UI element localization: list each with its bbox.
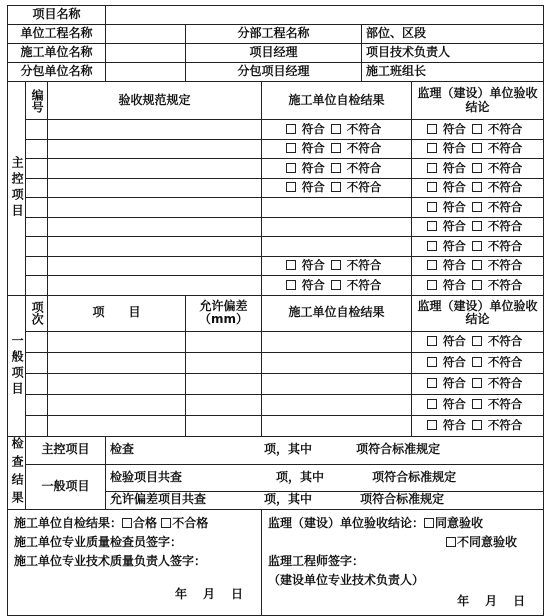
col-self: 施工单位自检结果 [262,82,412,120]
self-grid [262,198,412,218]
super-pass: 符合 [427,239,466,253]
project-name-value[interactable] [106,6,544,25]
checkbox[interactable] [286,143,296,153]
contractor-footer: 施工单位自检结果： 合格 不合格 施工单位专业质量检查员签字： 施工单位专业技术质量负责人签字： 年 月 日 [8,509,262,615]
super-pass: 符合 [427,161,466,175]
super-check [412,352,544,373]
spec-cell[interactable] [48,256,262,276]
super-pass: 符合 [427,355,466,369]
checkbox[interactable] [472,182,482,192]
super-fail: 不符合 [472,239,523,253]
super-check [412,394,544,415]
checkbox[interactable] [427,260,437,270]
checkbox[interactable] [472,202,482,212]
main-row [8,159,544,179]
self-grid [262,373,412,394]
col-no: 编号 [26,82,48,120]
super-pass: 符合 [427,219,466,233]
checkbox[interactable] [331,182,341,192]
main-row [8,198,544,218]
engineer-note: （建设单位专业技术负责人） [268,572,425,587]
item-cell[interactable] [48,331,186,352]
general-section-label: 一般项目 [8,295,26,436]
self-fail: 不符合 [331,278,382,292]
result-label: 检查结果 [8,436,26,509]
checkbox[interactable] [427,124,437,134]
spec-cell[interactable] [48,237,262,257]
checkbox[interactable] [472,221,482,231]
spec-cell[interactable] [48,139,262,159]
col-super: 监理（建设）单位验收结论 [412,82,544,120]
self-check [262,256,412,276]
super-pass: 符合 [427,258,466,272]
checkbox[interactable] [427,399,437,409]
engineer-sign[interactable]: 监理工程师签字： [268,553,365,568]
checkbox[interactable] [427,280,437,290]
contractor-label: 施工单位名称 [8,44,106,63]
result-general-label: 一般项目 [26,464,106,509]
inspection-table [7,5,544,616]
checkbox[interactable] [286,260,296,270]
self-check [262,178,412,198]
spec-cell[interactable] [48,159,262,179]
super-fail: 不符合 [472,180,523,194]
main-row [8,217,544,237]
checkbox[interactable] [427,182,437,192]
spec-cell[interactable] [48,178,262,198]
col-super: 监理（建设）单位验收结论 [412,295,544,331]
super-fail: 不符合 [472,397,523,411]
super-check [412,415,544,436]
super-fail: 不符合 [472,122,523,136]
item-no[interactable] [26,373,48,394]
self-grid [262,394,412,415]
super-check [412,373,544,394]
general-row [8,352,544,373]
self-pass: 符合 [286,258,325,272]
self-pass: 符合 [286,180,325,194]
row-no[interactable] [26,120,48,140]
item-cell[interactable] [48,352,186,373]
item-no[interactable] [26,394,48,415]
sub-project-label: 分部工程名称 [186,25,362,44]
super-fail: 不符合 [472,376,523,390]
checkbox[interactable] [331,260,341,270]
row-no[interactable] [26,256,48,276]
self-fail: 不符合 [331,122,382,136]
checkbox[interactable] [427,163,437,173]
checkbox[interactable] [472,336,482,346]
spec-cell[interactable] [48,120,262,140]
subcontractor-value[interactable] [106,63,186,82]
result-general-text-2: 允许偏差项目共查 项，其中 项符合标准规定 [106,491,544,509]
general-row [8,331,544,352]
super-fail: 不符合 [472,418,523,432]
self-pass: 符合 [286,141,325,155]
item-no[interactable] [26,415,48,436]
super-check [412,331,544,352]
super-fail: 不符合 [472,258,523,272]
super-check [412,198,544,218]
checkbox[interactable] [286,182,296,192]
sub-manager-label: 分包项目经理 [186,63,362,82]
tech-lead-label: 项目技术负责人 [362,44,544,63]
super-check [412,276,544,296]
result-main-text: 检查 项，其中 项符合标准规定 [106,436,544,464]
tech-sign[interactable]: 施工单位专业技术质量负责人签字： [14,553,207,568]
item-no[interactable] [26,352,48,373]
self-grid [262,331,412,352]
main-row [8,276,544,296]
super-pass: 符合 [427,278,466,292]
col-deviation: 允许偏差（mm） [186,295,262,331]
result-main-label: 主控项目 [26,436,106,464]
subcontractor-label: 分包单位名称 [8,63,106,82]
row-no[interactable] [26,139,48,159]
item-cell[interactable] [48,415,186,436]
spec-cell[interactable] [48,217,262,237]
project-manager-label: 项目经理 [186,44,362,63]
checkbox[interactable] [331,124,341,134]
super-fail: 不符合 [472,141,523,155]
deviation-cell[interactable] [186,331,262,352]
row-no[interactable] [26,198,48,218]
super-pass: 符合 [427,397,466,411]
super-check [412,237,544,257]
checkbox[interactable] [427,202,437,212]
col-item: 项 目 [48,295,186,331]
checkbox[interactable] [472,143,482,153]
col-item-no: 项次 [26,295,48,331]
row-no[interactable] [26,217,48,237]
col-self: 施工单位自检结果 [262,295,412,331]
main-row [8,139,544,159]
checkbox[interactable] [472,420,482,430]
main-row [8,237,544,257]
self-check [262,120,412,140]
general-row [8,373,544,394]
inspector-sign[interactable]: 施工单位专业质量检查员签字： [14,534,183,549]
deviation-cell[interactable] [186,394,262,415]
self-check [262,139,412,159]
result-general-text-1: 检验项目共查 项，其中 项符合标准规定 [106,464,544,491]
checkbox[interactable] [472,241,482,251]
checkbox[interactable] [286,124,296,134]
spec-cell[interactable] [48,198,262,218]
super-fail: 不符合 [472,200,523,214]
super-fail: 不符合 [472,355,523,369]
checkbox[interactable] [161,518,171,528]
self-check [262,159,412,179]
checkbox[interactable] [472,124,482,134]
date-right: 年 月 日 [457,593,528,608]
general-row [8,394,544,415]
super-pass: 符合 [427,180,466,194]
main-row [8,178,544,198]
super-fail: 不符合 [472,278,523,292]
project-name-label: 项目名称 [8,6,106,25]
self-fail: 不符合 [331,161,382,175]
deviation-cell[interactable] [186,373,262,394]
deviation-cell[interactable] [186,352,262,373]
checkbox[interactable] [427,378,437,388]
checkbox[interactable] [446,537,456,547]
item-no[interactable] [26,331,48,352]
checkbox[interactable] [427,420,437,430]
team-leader-label: 施工班组长 [362,63,544,82]
deviation-cell[interactable] [186,415,262,436]
row-no[interactable] [26,159,48,179]
checkbox[interactable] [472,280,482,290]
checkbox[interactable] [286,163,296,173]
self-pass: 符合 [286,278,325,292]
checkbox[interactable] [331,163,341,173]
super-pass: 符合 [427,334,466,348]
super-check [412,120,544,140]
self-grid [262,415,412,436]
super-fail: 不符合 [472,161,523,175]
super-pass: 符合 [427,376,466,390]
contractor-value[interactable] [106,44,186,63]
self-check [262,276,412,296]
checkbox[interactable] [472,260,482,270]
super-check [412,217,544,237]
checkbox[interactable] [472,378,482,388]
col-spec: 验收规范规定 [48,82,262,120]
location-label: 部位、区段 [362,25,544,44]
checkbox[interactable] [122,518,132,528]
self-fail: 不符合 [331,180,382,194]
spec-cell[interactable] [48,276,262,296]
checkbox[interactable] [427,143,437,153]
checkbox[interactable] [427,357,437,367]
checkbox[interactable] [472,399,482,409]
item-cell[interactable] [48,394,186,415]
super-check [412,139,544,159]
unit-project-value[interactable] [106,25,186,44]
date-left: 年 月 日 [175,586,246,601]
super-pass: 符合 [427,141,466,155]
self-pass: 符合 [286,161,325,175]
checkbox[interactable] [472,163,482,173]
checkbox[interactable] [427,336,437,346]
item-cell[interactable] [48,373,186,394]
row-no[interactable] [26,178,48,198]
super-fail: 不符合 [472,219,523,233]
main-row [8,256,544,276]
checkbox[interactable] [331,143,341,153]
super-pass: 符合 [427,200,466,214]
supervisor-footer: 监理（建设）单位验收结论： 同意验收 不同意验收 监理工程师签字： （建设单位专业技术负责人） 年 月 日 [262,509,544,615]
checkbox[interactable] [286,280,296,290]
checkbox[interactable] [427,241,437,251]
super-pass: 符合 [427,418,466,432]
main-row [8,120,544,140]
super-check [412,256,544,276]
self-pass: 符合 [286,122,325,136]
super-check [412,159,544,179]
checkbox[interactable] [424,518,434,528]
checkbox[interactable] [427,221,437,231]
general-row [8,415,544,436]
self-grid [262,352,412,373]
self-fail: 不符合 [331,141,382,155]
unit-project-label: 单位工程名称 [8,25,106,44]
self-grid [262,217,412,237]
checkbox[interactable] [472,357,482,367]
super-check [412,178,544,198]
row-no[interactable] [26,276,48,296]
self-fail: 不符合 [331,258,382,272]
super-fail: 不符合 [472,334,523,348]
main-section-label: 主控项目 [8,82,26,296]
row-no[interactable] [26,237,48,257]
super-pass: 符合 [427,122,466,136]
checkbox[interactable] [331,280,341,290]
self-grid [262,237,412,257]
